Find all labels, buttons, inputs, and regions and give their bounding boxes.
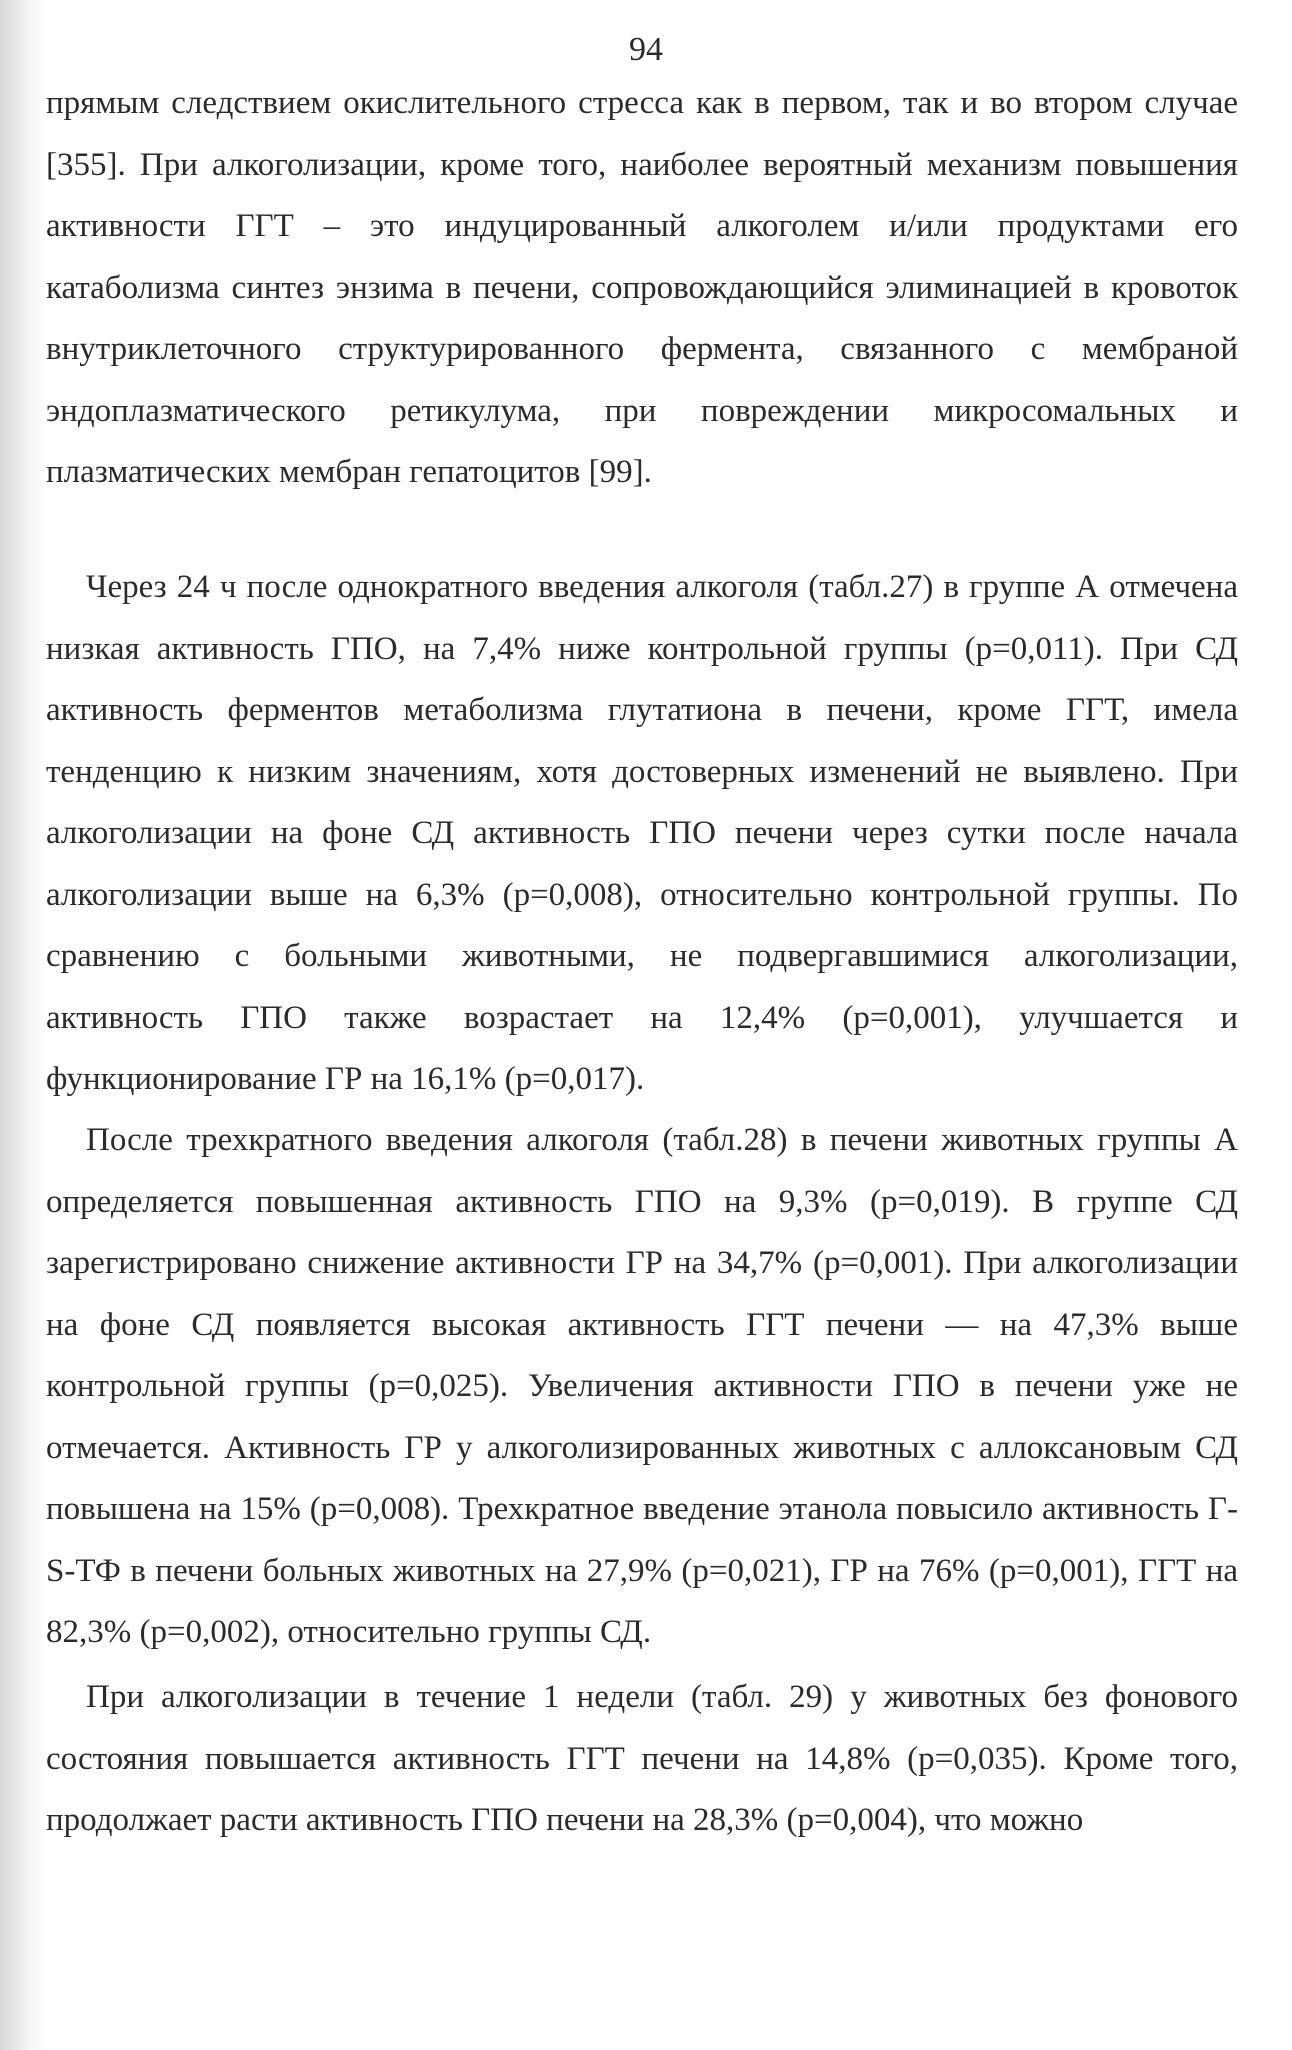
paragraph-text: Через 24 ч после однократного введения алкоголя (табл.27) в группе А отмечена низкая активность ГПО, на 7,4% ниже контрольной группы (р=0,011). При СД активность ферментов метаболизма глутатиона в печени, кроме ГГТ, имела тенденцию к низким значениям, хотя достоверных изменений не выявлено. При алкоголизации на фоне СД активность ГПО печени через сутки после начала алкоголизации выше на 6,3% (р=0,008), относительно контрольной группы. По сравнению с больными животными, не подвергавшимися алкоголизации, активность ГПО также возрастает на 12,4% (р=0,001), улучшается и функционирование ГР на 16,1% (р=0,017). [46, 569, 1238, 1097]
paragraph-text: При алкоголизации в течение 1 недели (табл. 29) у животных без фонового состояния повышается активность ГГТ печени на 14,8% (р=0,035). Кроме того, продолжает расти активность ГПО печени на 28,3% (р=0,004), что можно [46, 1679, 1238, 1838]
paragraph-continuation [46, 73, 1238, 504]
paragraph-one-week [46, 1667, 1238, 1852]
paragraph-triple-administration [46, 1110, 1238, 1664]
paragraph-text: После трехкратного введения алкоголя (табл.28) в печени животных группы А определяется повышенная активность ГПО на 9,3% (р=0,019). В группе СД зарегистрировано снижение активности ГР на 34,7% (р=0,001). При алкоголизации на фоне СД появляется высокая активность ГГТ печени — на 47,3% выше контрольной группы (р=0,025). Увеличения активности ГПО в печени уже не отмечается. Активность ГР у алкоголизированных животных с аллоксановым СД повышена на 15% (р=0,008). Трехкратное введение этанола повысило активность Г-S-ТФ в печени больных животных на 27,9% (р=0,021), ГР на 76% (р=0,001), ГГТ на 82,3% (р=0,002), относительно группы СД. [46, 1122, 1238, 1650]
scan-shadow-edge [0, 0, 46, 2050]
paragraph-single-administration [46, 557, 1238, 1111]
paragraph-text: прямым следствием окислительного стресса как в первом, так и во втором случае [355]. При алкоголизации, кроме того, наиболее вероятный механизм повышения активности ГГТ – это индуцированный алкоголем и/или продуктами его катаболизма синтез энзима в печени, сопровождающийся элиминацией в кровоток внутриклеточного структурированного фермента, связанного с мембраной эндоплазматического ретикулума, при повреждении микросомальных и плазматических мембран гепатоцитов [99]. [46, 85, 1238, 490]
page-number: 94 [629, 31, 663, 68]
